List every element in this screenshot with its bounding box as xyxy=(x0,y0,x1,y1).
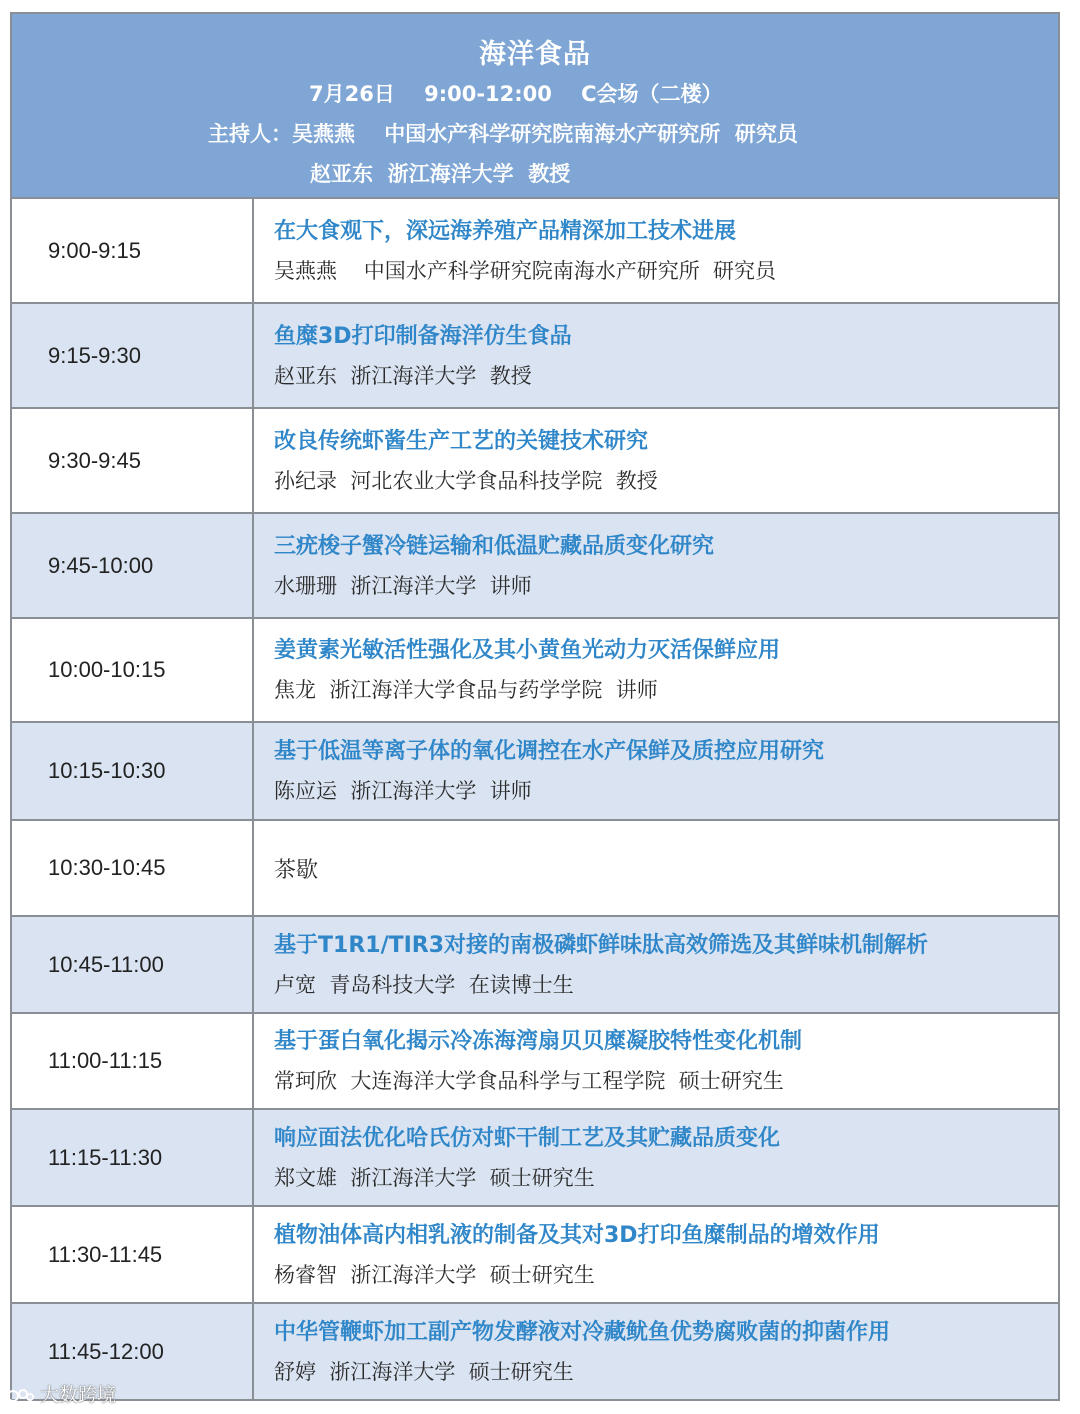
speaker-info: 孙纪录 河北农业大学食品科技学院 教授 xyxy=(274,468,658,493)
talk-title: 基于低温等离子体的氧化调控在水产保鲜及质控应用研究 xyxy=(274,739,825,764)
row-content xyxy=(253,1303,1058,1399)
watermark-text: 大数跨境 xyxy=(40,1384,117,1406)
row-time: 10:00-10:15 xyxy=(12,618,253,722)
session-title: 海洋食品 xyxy=(479,39,591,70)
talk-title: 三疣梭子蟹冷链运输和低温贮藏品质变化研究 xyxy=(274,533,715,559)
agenda-row xyxy=(12,199,1058,303)
agenda-table xyxy=(12,199,1058,1399)
talk-title: 改良传统虾酱生产工艺的关键技术研究 xyxy=(274,428,649,454)
host-line-1: 主持人：吴燕燕 中国水产科学研究院南海水产研究所 研究员 xyxy=(208,122,798,146)
talk-title: 响应面法优化哈氏仿对虾干制工艺及其贮藏品质变化 xyxy=(274,1125,781,1151)
row-time: 11:45-12:00 xyxy=(12,1303,253,1399)
talk-title: 姜黄素光敏活性强化及其小黄鱼光动力灭活保鲜应用 xyxy=(274,638,781,663)
row-content xyxy=(253,916,1058,1013)
speaker-info: 卢宽 青岛科技大学 在读博士生 xyxy=(274,972,574,997)
row-time: 9:00-9:15 xyxy=(12,199,253,303)
row-time: 10:45-11:00 xyxy=(12,916,253,1013)
break-label: 茶歇 xyxy=(274,857,319,883)
row-time: 11:30-11:45 xyxy=(12,1206,253,1303)
speaker-info: 杨睿智 浙江海洋大学 硕士研究生 xyxy=(274,1262,595,1287)
agenda-row xyxy=(12,1206,1058,1303)
speaker-info: 常珂欣 大连海洋大学食品科学与工程学院 硕士研究生 xyxy=(274,1069,784,1093)
row-content xyxy=(253,1109,1058,1206)
row-content xyxy=(253,820,1058,916)
agenda-row xyxy=(12,722,1058,820)
agenda-row xyxy=(12,1303,1058,1399)
row-content xyxy=(253,408,1058,513)
agenda-row xyxy=(12,820,1058,916)
agenda-row xyxy=(12,916,1058,1013)
row-time: 11:00-11:15 xyxy=(12,1013,253,1109)
talk-title: 基于T1R1/TIR3对接的南极磷虾鲜味肽高效筛选及其鲜味机制解析 xyxy=(274,932,929,958)
agenda-row xyxy=(12,303,1058,408)
row-content xyxy=(253,618,1058,722)
talk-title: 鱼糜3D打印制备海洋仿生食品 xyxy=(274,323,572,349)
row-content xyxy=(253,1206,1058,1303)
session-header xyxy=(12,14,1058,199)
speaker-info: 陈应运 浙江海洋大学 讲师 xyxy=(274,779,532,803)
speaker-info: 水珊珊 浙江海洋大学 讲师 xyxy=(274,573,532,598)
speaker-info: 吴燕燕 中国水产科学研究院南海水产研究所 研究员 xyxy=(274,258,777,283)
host-line-2: 赵亚东 浙江海洋大学 教授 xyxy=(310,162,571,186)
session-info: 7月26日 9:00-12:00 C会场（二楼） xyxy=(309,82,723,106)
row-time: 10:15-10:30 xyxy=(12,722,253,820)
row-time: 9:30-9:45 xyxy=(12,408,253,513)
agenda-sheet xyxy=(10,12,1060,1401)
agenda-row xyxy=(12,513,1058,618)
agenda-row xyxy=(12,618,1058,722)
speaker-info: 焦龙 浙江海洋大学食品与药学学院 讲师 xyxy=(274,678,658,702)
speaker-info: 郑文雄 浙江海洋大学 硕士研究生 xyxy=(274,1165,595,1190)
speaker-info: 赵亚东 浙江海洋大学 教授 xyxy=(274,363,532,388)
talk-title: 中华管鞭虾加工副产物发酵液对冷藏鱿鱼优势腐败菌的抑菌作用 xyxy=(274,1319,891,1345)
row-time: 11:15-11:30 xyxy=(12,1109,253,1206)
talk-title: 在大食观下，深远海养殖产品精深加工技术进展 xyxy=(274,218,737,244)
row-content xyxy=(253,1013,1058,1109)
row-content xyxy=(253,513,1058,618)
row-time: 10:30-10:45 xyxy=(12,820,253,916)
talk-title: 植物油体高内相乳液的制备及其对3D打印鱼糜制品的增效作用 xyxy=(274,1222,880,1248)
row-time: 9:15-9:30 xyxy=(12,303,253,408)
speaker-info: 舒婷 浙江海洋大学 硕士研究生 xyxy=(274,1359,574,1384)
agenda-row xyxy=(12,1109,1058,1206)
agenda-row xyxy=(12,408,1058,513)
watermark xyxy=(6,1380,116,1407)
talk-title: 基于蛋白氧化揭示冷冻海湾扇贝贝糜凝胶特性变化机制 xyxy=(274,1029,803,1054)
agenda-row xyxy=(12,1013,1058,1109)
row-time: 9:45-10:00 xyxy=(12,513,253,618)
row-content xyxy=(253,303,1058,408)
row-content xyxy=(253,199,1058,303)
row-content xyxy=(253,722,1058,820)
watermark-logo-icon xyxy=(6,1386,34,1406)
